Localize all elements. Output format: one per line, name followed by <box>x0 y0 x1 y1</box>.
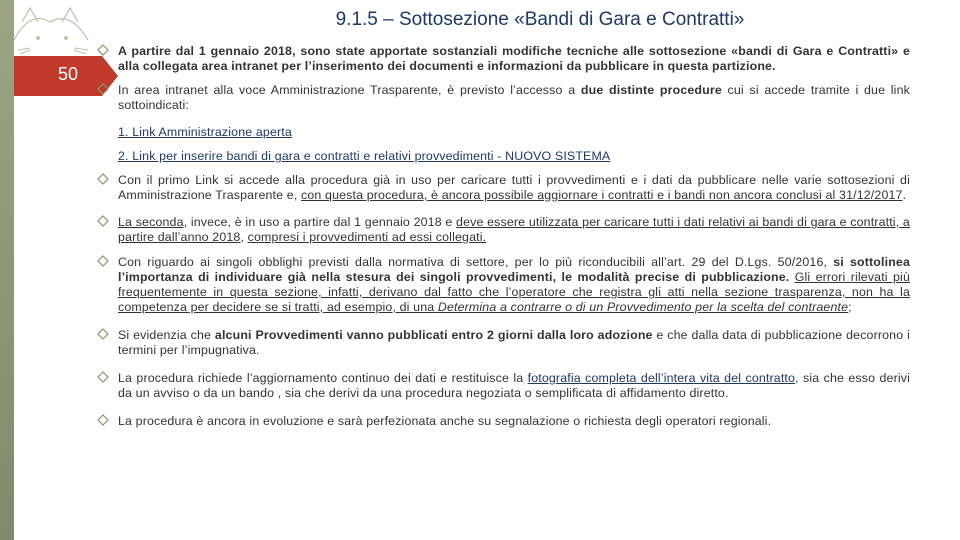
bullet-item <box>94 44 910 74</box>
link-bandi-gara-contratti[interactable]: 2. Link per inserire bandi di gara e contratti e relativi provvedimenti - NUOVO SISTEMA <box>118 149 611 163</box>
bullet-text: A partire dal 1 gennaio 2018, sono state apportate sostanziali modifiche tecniche alle sottosezione «bandi di Gara e Contratti» e alla collegata area intranet per l’inserimento dei documenti e informazioni da pubblicare in questa partizione. <box>118 44 910 73</box>
link-amministrazione-aperta[interactable]: 1. Link Amministrazione aperta <box>118 125 292 139</box>
bullet-underlined-text: compresi i provvedimenti ad essi collegati. <box>247 230 487 244</box>
diamond-bullet-icon <box>97 215 109 227</box>
diamond-bullet-icon <box>97 44 109 56</box>
slide-content <box>94 42 910 429</box>
diamond-bullet-icon <box>97 255 109 267</box>
page-number: 50 <box>57 64 79 84</box>
bullet-item <box>94 83 910 113</box>
bullet-item <box>94 328 910 358</box>
bullet-underlined-text: La seconda <box>118 215 184 229</box>
bullet-text: Si evidenzia che <box>118 328 215 342</box>
bullet-bold-text: si sottolinea l’importanza di individuare già nella stesura dei singoli provvedimenti, le modalità precise di pubblicazione. <box>118 255 910 284</box>
bullet-text: ; <box>848 300 852 314</box>
bullet-underlined-text: con questa procedura, è ancora possibile aggiornare i contratti e i bandi non ancora conclusi al 31/12/2017 <box>301 188 903 202</box>
bullet-text: , invece, è in uso a partire dal 1 gennaio 2018 e <box>183 215 457 229</box>
bullet-item <box>94 255 910 315</box>
bullet-text: . <box>902 188 907 202</box>
bullet-text: , <box>240 230 248 244</box>
bullet-item <box>94 215 910 245</box>
slide-title: 9.1.5 – Sottosezione «Bandi di Gara e Contratti» <box>335 9 745 30</box>
diamond-bullet-icon <box>97 328 109 340</box>
bullet-item <box>94 173 910 203</box>
link-fotografia-contratto[interactable]: fotografia completa dell’intera vita del contratto <box>527 371 796 385</box>
link-line <box>94 125 910 139</box>
bullet-underlined-text: deve essere utilizzata per caricare tutti i dati relativi ai bandi di gara e contratti, a partire dall’anno 2018 <box>118 215 910 244</box>
diamond-bullet-icon <box>97 173 109 185</box>
bullet-bold-text: due distinte procedure <box>580 83 722 97</box>
link-line <box>94 149 910 163</box>
bullet-item <box>94 371 910 401</box>
diamond-bullet-icon <box>97 83 109 95</box>
bullet-underlined-text: Gli errori rilevati più frequentemente in questa sezione, infatti, derivano dal fatto che l’operatore che registra gli atti nella sezione trasparenza, non ha la competenza per decidere se si tratti, ad esempio, di una <box>118 270 910 314</box>
bullet-text: La procedura richiede l’aggiornamento continuo dei dati e restituisce la <box>118 371 528 385</box>
bullet-text: cui si accede tramite i due link sottoindicati: <box>118 83 910 112</box>
bullet-text: La procedura è ancora in evoluzione e sarà perfezionata anche su segnalazione o richiesta degli operatori regionali. <box>118 414 772 428</box>
bullet-text: , sia che esso derivi da un avviso o da un bando , sia che derivi da una procedura negoziata o semplificata di affidamento diretto. <box>118 371 910 400</box>
bullet-text: e che dalla data di pubblicazione decorrono i termini per l’impugnativa. <box>118 328 910 357</box>
bullet-bold-text: alcuni Provvedimenti vanno pubblicati entro 2 giorni dalla loro adozione <box>214 328 653 342</box>
bullet-text: Con riguardo ai singoli obblighi previsti dalla normativa di settore, per lo più riconducibili all’art. 29 del D.Lgs. 50/2016, <box>118 255 834 269</box>
diamond-bullet-icon <box>97 414 109 426</box>
bullet-italic-text: Determina a contrarre o di un Provvedimento per la scelta del contraente <box>437 300 849 314</box>
diamond-bullet-icon <box>97 371 109 383</box>
bullet-item <box>94 414 910 429</box>
bullet-text: In area intranet alla voce Amministrazione Trasparente, è previsto l’accesso a <box>118 83 581 97</box>
bullet-text: Con il primo Link si accede alla procedura già in uso per caricare tutti i provvedimenti e i dati da pubblicare nelle varie sottosezioni di Amministrazione Trasparente e, <box>118 173 910 202</box>
